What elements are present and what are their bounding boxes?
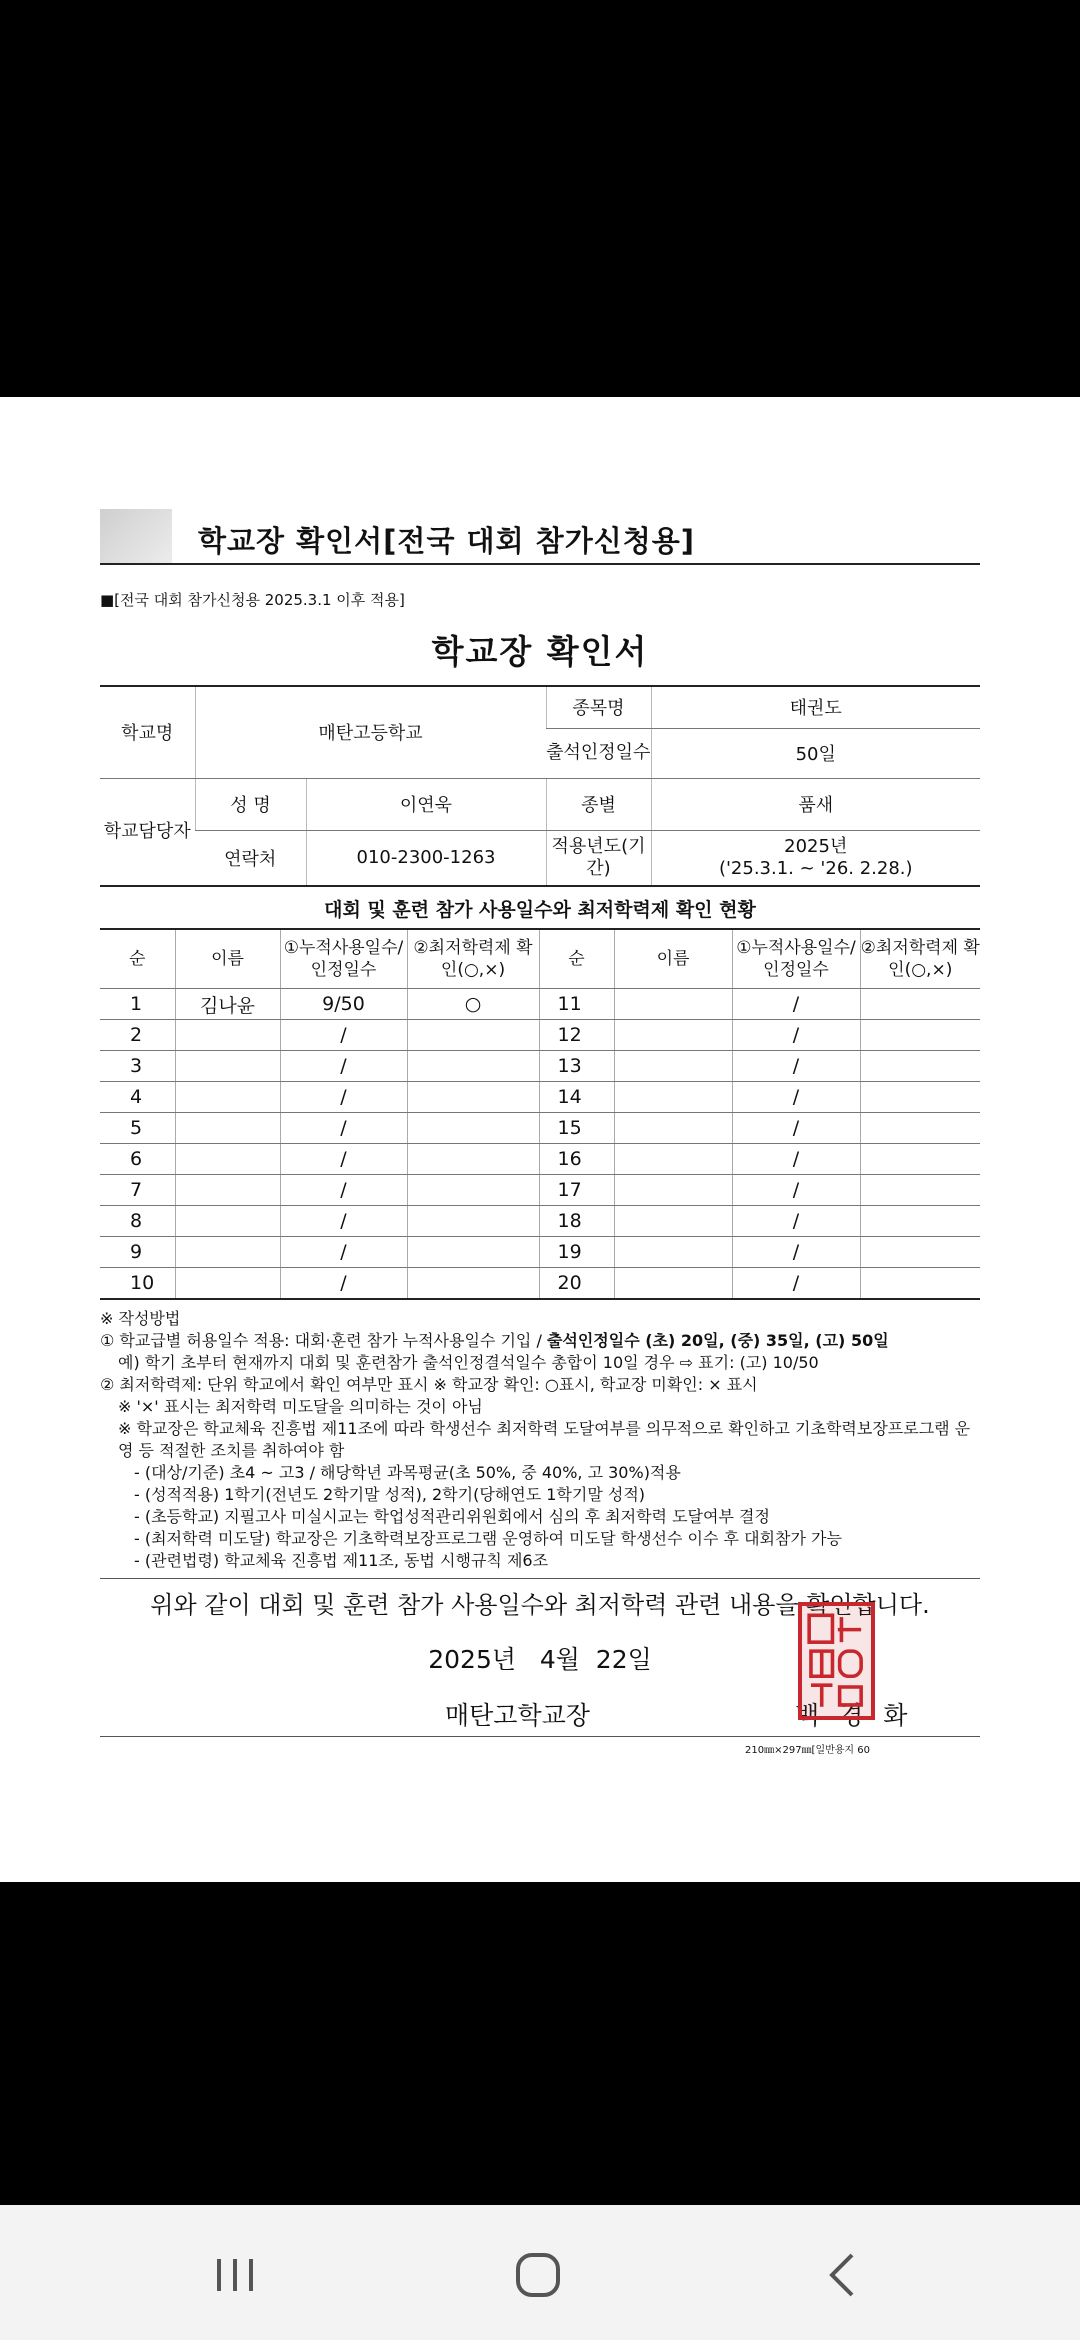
- attend-label: 출석인정일수: [546, 728, 651, 778]
- note-1-example: 예) 학기 초부터 현재까지 대회 및 훈련참가 출석인정결석일수 총합이 10일 경우 ⇨ 표기: (고) 10/50: [118, 1353, 819, 1372]
- row-no: 6: [100, 1144, 175, 1175]
- table-row: [100, 1051, 980, 1082]
- section-title: 대회 및 훈련 참가 사용일수와 최저학력제 확인 현황: [324, 899, 756, 921]
- year-value: 2025년: [784, 835, 848, 857]
- header-box: [100, 509, 172, 563]
- home-icon: [508, 2245, 568, 2305]
- row-days: /: [280, 1175, 407, 1206]
- row-no-2: 12: [539, 1020, 614, 1051]
- note-5: - (대상/기준) 초4 ~ 고3 / 해당학년 과목평균(초 50%, 중 40%, 고 30%)적용: [134, 1463, 681, 1482]
- row-days-2: /: [732, 1268, 860, 1300]
- table-header-row: [100, 929, 980, 989]
- school-head: 매탄고학교장: [445, 1701, 590, 1730]
- row-days-2: /: [732, 1082, 860, 1113]
- row-no: 1: [100, 989, 175, 1020]
- paper-size: 210㎜×297㎜[일반용지 60: [745, 1745, 870, 1756]
- row-no: 7: [100, 1175, 175, 1206]
- row-days: /: [280, 1144, 407, 1175]
- row-name-2: [614, 1051, 732, 1082]
- row-days-2: /: [732, 1144, 860, 1175]
- attend-value: 50일: [651, 728, 980, 778]
- row-name: [175, 1144, 280, 1175]
- school-label: 학교명: [100, 686, 195, 778]
- note-1: [100, 1330, 980, 1352]
- row-days: /: [280, 1082, 407, 1113]
- note-9: - (관련법령) 학교체육 진흥법 제11조, 동법 시행규칙 제6조: [134, 1551, 549, 1570]
- form-header: [100, 509, 980, 565]
- row-days: /: [280, 1020, 407, 1051]
- row-check-2: [860, 1175, 980, 1206]
- table-row: [100, 1113, 980, 1144]
- instructions: [100, 1308, 980, 1572]
- row-days-2: /: [732, 1051, 860, 1082]
- col-no: 순: [100, 929, 175, 989]
- period-value: ('25.3.1. ~ '26. 2.28.): [718, 857, 913, 879]
- table-row: [100, 989, 980, 1020]
- row-no-2: 11: [539, 989, 614, 1020]
- row-name-2: [614, 1020, 732, 1051]
- row-no-2: 18: [539, 1206, 614, 1237]
- row-days: 9/50: [280, 989, 407, 1020]
- document-title: 학교장 확인서: [431, 632, 649, 671]
- row-check: [407, 1113, 539, 1144]
- principal-name: 백 경 화: [795, 1701, 914, 1730]
- row-no-2: 13: [539, 1051, 614, 1082]
- note-4: ※ 학교장은 학교체육 진흥법 제11조에 따라 학생선수 최저학력 도달여부를 의무적으로 확인하고 기초학력보장프로그램 운영 등 적절한 조치를 취하여야 함: [118, 1419, 971, 1460]
- issue-date: 2025년 4월 22일: [428, 1645, 652, 1674]
- row-no-2: 17: [539, 1175, 614, 1206]
- row-name-2: [614, 1082, 732, 1113]
- col-days-2: ①누적사용일수/인정일수: [732, 929, 860, 989]
- recent-apps-icon: [205, 2245, 265, 2305]
- row-name: [175, 1113, 280, 1144]
- row-check: [407, 1051, 539, 1082]
- row-no-2: 14: [539, 1082, 614, 1113]
- row-check: [407, 1020, 539, 1051]
- note-8: - (최저학력 미도달) 학교장은 기초학력보장프로그램 운영하여 미도달 학생선수 이수 후 대회참가 가능: [134, 1529, 842, 1548]
- row-check: [407, 1082, 539, 1113]
- form-subtitle: ■[전국 대회 참가신청용 2025.3.1 이후 적용]: [100, 591, 405, 609]
- contact-label: 연락처: [195, 830, 306, 886]
- note-1-bold: 출석인정일수 (초) 20일, (중) 35일, (고) 50일: [546, 1331, 889, 1350]
- contact-value: 010-2300-1263: [306, 830, 546, 886]
- name-value: 이연욱: [306, 778, 546, 830]
- row-check-2: [860, 1237, 980, 1268]
- col-no-2: 순: [539, 929, 614, 989]
- row-no: 5: [100, 1113, 175, 1144]
- table-row: [100, 1206, 980, 1237]
- row-days: /: [280, 1206, 407, 1237]
- row-name-2: [614, 1268, 732, 1300]
- row-days-2: /: [732, 1237, 860, 1268]
- row-days-2: /: [732, 989, 860, 1020]
- col-check: ②최저학력제 확인(○,×): [407, 929, 539, 989]
- participants-table: [100, 928, 980, 1300]
- table-row: [100, 1175, 980, 1206]
- row-check: [407, 1206, 539, 1237]
- official-seal: [798, 1602, 875, 1720]
- row-check: [407, 1175, 539, 1206]
- row-days-2: /: [732, 1206, 860, 1237]
- event-label: 종목명: [546, 686, 651, 728]
- row-check-2: [860, 1082, 980, 1113]
- note-7: - (초등학교) 지필고사 미실시교는 학업성적관리위원회에서 심의 후 최저학력 도달여부 결정: [134, 1507, 770, 1526]
- row-name-2: [614, 989, 732, 1020]
- row-name-2: [614, 1113, 732, 1144]
- row-check-2: [860, 989, 980, 1020]
- col-days: ①누적사용일수/인정일수: [280, 929, 407, 989]
- back-icon: [812, 2245, 872, 2305]
- col-name: 이름: [175, 929, 280, 989]
- row-name-2: [614, 1237, 732, 1268]
- row-check: [407, 1144, 539, 1175]
- row-days: /: [280, 1268, 407, 1300]
- note-3: ※ '×' 표시는 최저학력 미도달을 의미하는 것이 아님: [118, 1397, 483, 1416]
- row-no: 4: [100, 1082, 175, 1113]
- row-name: [175, 1020, 280, 1051]
- name-label: 성 명: [195, 778, 306, 830]
- row-name: [175, 1082, 280, 1113]
- row-check-2: [860, 1268, 980, 1300]
- row-check-2: [860, 1051, 980, 1082]
- table-row: [100, 1268, 980, 1300]
- table-row: [100, 1082, 980, 1113]
- row-check: [407, 1268, 539, 1300]
- row-no: 8: [100, 1206, 175, 1237]
- info-table: [100, 685, 980, 887]
- note-6: - (성적적용) 1학기(전년도 2학기말 성적), 2학기(당해연도 1학기말 성적): [134, 1485, 646, 1504]
- row-days-2: /: [732, 1020, 860, 1051]
- row-days-2: /: [732, 1175, 860, 1206]
- row-name-2: [614, 1206, 732, 1237]
- row-name: [175, 1268, 280, 1300]
- table-row: [100, 1020, 980, 1051]
- row-check-2: [860, 1113, 980, 1144]
- row-no-2: 16: [539, 1144, 614, 1175]
- col-check-2: ②최저학력제 확인(○,×): [860, 929, 980, 989]
- row-name-2: [614, 1144, 732, 1175]
- row-no: 2: [100, 1020, 175, 1051]
- school-value: 매탄고등학교: [195, 686, 546, 778]
- row-name-2: [614, 1175, 732, 1206]
- row-no-2: 15: [539, 1113, 614, 1144]
- closing-statement: 위와 같이 대회 및 훈련 참가 사용일수와 최저학력 관련 내용을 확인합니다.: [100, 1578, 980, 1620]
- year-cell: [651, 830, 980, 886]
- row-check-2: [860, 1206, 980, 1237]
- table-row: [100, 1237, 980, 1268]
- row-name: [175, 1175, 280, 1206]
- row-no: 10: [100, 1268, 175, 1300]
- event-value: 태권도: [651, 686, 980, 728]
- row-name: 김나윤: [175, 989, 280, 1020]
- row-no: 3: [100, 1051, 175, 1082]
- row-days: /: [280, 1051, 407, 1082]
- row-check-2: [860, 1144, 980, 1175]
- recent-apps-button[interactable]: [205, 2245, 265, 2305]
- row-no: 9: [100, 1237, 175, 1268]
- row-no-2: 20: [539, 1268, 614, 1300]
- table-row: [100, 1144, 980, 1175]
- row-days: /: [280, 1113, 407, 1144]
- row-name: [175, 1051, 280, 1082]
- manager-label: 학교담당자: [100, 778, 195, 886]
- notes-head: ※ 작성방법: [100, 1309, 181, 1328]
- note-2: ② 최저학력제: 단위 학교에서 확인 여부만 표시 ※ 학교장 확인: ○표시, 학교장 미확인: × 표시: [100, 1375, 758, 1394]
- note-1-text: ① 학교급별 허용일수 적용: 대회·훈련 참가 누적사용일수 기입 /: [100, 1331, 547, 1350]
- col-name-2: 이름: [614, 929, 732, 989]
- row-check-2: [860, 1020, 980, 1051]
- row-check: ○: [407, 989, 539, 1020]
- kind-label: 종별: [546, 778, 651, 830]
- year-label: 적용년도(기간): [546, 830, 651, 886]
- system-nav-bar: [0, 2205, 1080, 2340]
- row-days-2: /: [732, 1113, 860, 1144]
- row-days: /: [280, 1237, 407, 1268]
- kind-value: 품새: [651, 778, 980, 830]
- row-name: [175, 1237, 280, 1268]
- seal-mark: [802, 1606, 871, 1716]
- row-name: [175, 1206, 280, 1237]
- document-page: [0, 397, 1080, 1882]
- row-no-2: 19: [539, 1237, 614, 1268]
- form-header-title: 학교장 확인서[전국 대회 참가신청용]: [198, 524, 696, 558]
- row-check: [407, 1237, 539, 1268]
- back-button[interactable]: [812, 2245, 872, 2305]
- home-button[interactable]: [508, 2245, 568, 2305]
